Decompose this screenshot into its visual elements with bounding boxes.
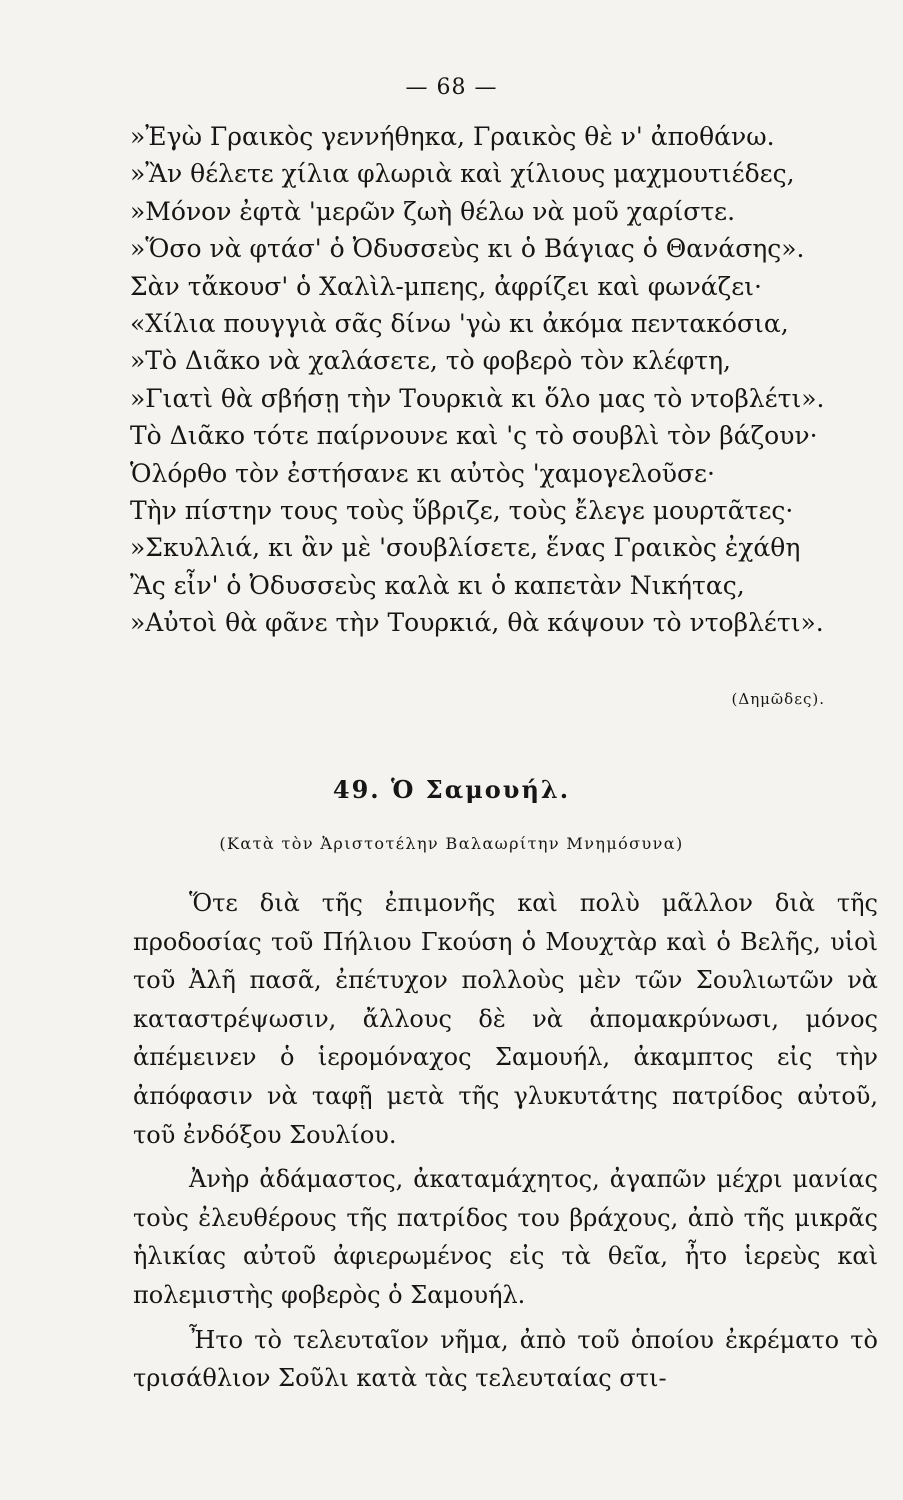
poem-line: »Σκυλλιά, κι ἂν μὲ 'σουβλίσετε, ἕνας Γραικὸς ἐχάθη <box>130 533 801 563</box>
page-number: — 68 — <box>405 75 498 100</box>
paragraph: Ὅτε διὰ τῆς ἐπιμονῆς καὶ πολὺ μᾶλλον διὰ τῆς προδοσίας τοῦ Πήλιου Γκούση ὁ Μουχτὰρ καὶ ὁ Βελῆς, υἱοὶ τοῦ Ἀλῆ πασᾶ, ἐπέτυχον πολλοὺς μὲν τῶν Σουλιωτῶν νὰ καταστρέψωσιν, ἄλλους δὲ νὰ ἀπομακρύνωσι, μόνος ἀπέμεινεν ὁ ἱερομόναχος Σαμουήλ, ἀκαμπτος εἰς τὴν ἀπόφασιν νὰ ταφῇ μετὰ τῆς γλυκυτάτης πατρίδος αὐτοῦ, τοῦ ἐνδόξου Σουλίου. <box>133 889 878 1149</box>
poem-line: »Ἂν θέλετε χίλια φλωριὰ καὶ χίλιους μαχμουτιέδες, <box>130 159 795 189</box>
poem-line: »Αὐτοὶ θὰ φᾶνε τὴν Τουρκιά, θὰ κάψουν τὸ ντοβλέτι». <box>130 608 824 638</box>
poem-line: »Ἐγὼ Γραικὸς γεννήθηκα, Γραικὸς θὲ ν' ἀποθάνω. <box>130 122 775 151</box>
poem-line: «Χίλια πουγγιὰ σᾶς δίνω 'γὼ κι ἀκόμα πεντακόσια, <box>130 309 789 339</box>
poem-line: Τὸ Διᾶκο τότε παίρνουνε καὶ 'ς τὸ σουβλὶ τὸν βάζουν· <box>130 421 818 451</box>
poem-line: »Τὸ Διᾶκο νὰ χαλάσετε, τὸ φοβερὸ τὸν κλέφτη, <box>130 346 732 376</box>
section-subheading: (Κατὰ τὸν Ἀριστοτέλην Βαλαωρίτην Μνημόσυνα) <box>219 834 684 853</box>
section-heading: 49. Ὁ Σαμουήλ. <box>332 775 571 804</box>
poem-attribution: (Δημῶδες). <box>731 690 825 708</box>
poem-line: Ἂς εἶν' ὁ Ὀδυσσεὺς καλὰ κι ὁ καπετὰν Νικήτας, <box>130 570 745 600</box>
poem-line: »Γιατὶ θὰ σβήσῃ τὴν Τουρκιὰ κι ὅλο μας τὸ ντοβλέτι». <box>130 383 825 413</box>
paragraph: Ἦτο τὸ τελευταῖον νῆμα, ἀπὸ τοῦ ὁποίου ἐκρέματο τὸ τρισάθλιον Σοῦλι κατὰ τὰς τελευταίας στι- <box>133 1325 878 1393</box>
poem-line: »Μόνον ἐφτὰ 'μερῶν ζωὴ θέλω νὰ μοῦ χαρίστε. <box>130 196 736 226</box>
poem-line: Ὁλόρθο τὸν ἐστήσανε κι αὐτὸς 'χαμογελοῦσε· <box>130 458 715 488</box>
poem-line: Τὴν πίστην τους τοὺς ὕβριζε, τοὺς ἔλεγε μουρτᾶτες· <box>130 496 794 526</box>
poem-line: »Ὅσο νὰ φτάσ' ὁ Ὀδυσσεὺς κι ὁ Βάγιας ὁ Θανάσης». <box>130 234 805 264</box>
poem-line: Σὰν τἄκουσ' ὁ Χαλὶλ-μπεης, ἀφρίζει καὶ φωνάζει· <box>130 271 762 301</box>
paragraph: Ἀνὴρ ἀδάμαστος, ἀκαταμάχητος, ἀγαπῶν μέχρι μανίας τοὺς ἐλευθέρους τῆς πατρίδος του βράχους, ἀπὸ τῆς μικρᾶς ἡλικίας αὐτοῦ ἀφιερωμένος εἰς τὰ θεῖα, ἦτο ἱερεὺς καὶ πολεμιστὴς φοβερὸς ὁ Σαμουήλ. <box>133 1165 878 1309</box>
prose-body <box>133 884 878 1398</box>
poem <box>130 118 870 642</box>
